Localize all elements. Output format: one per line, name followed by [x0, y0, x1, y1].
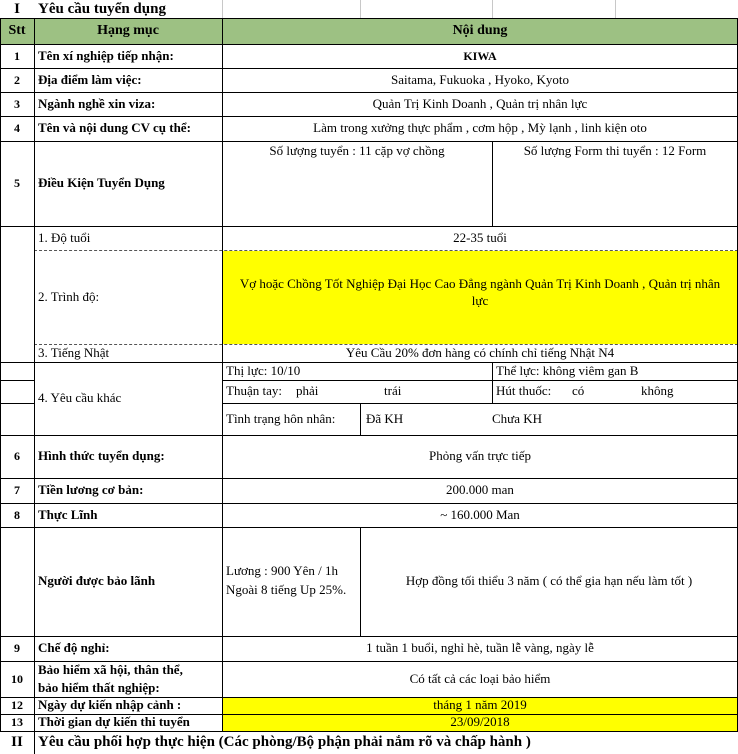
row-3-value: Quản Trị Kinh Doanh , Quản trị nhân lực — [372, 95, 588, 111]
row-7-value: 200.000 man — [446, 482, 514, 498]
row-10-value: Có tất cả các loại bảo hiểm — [409, 670, 551, 686]
row-9-value: 1 tuần 1 buổi, nghỉ hè, tuần lễ vàng, ngày lễ — [366, 640, 594, 656]
marital-married: Đã KH — [366, 410, 404, 426]
wage-line-2: Ngoài 8 tiếng Up 25%. — [226, 581, 347, 597]
row-9-label: Chế độ nghỉ: — [38, 640, 110, 656]
row-3-stt: 3 — [14, 96, 20, 111]
hand-left: trái — [384, 383, 402, 399]
row-3-label: Ngành nghề xin viza: — [38, 95, 156, 111]
marital-single: Chưa KH — [492, 410, 543, 426]
section-1-number: I — [14, 0, 20, 17]
row-7-label: Tiền lương cơ bản: — [38, 482, 144, 498]
hand-right: phải — [296, 383, 319, 399]
row-12-label: Ngày dự kiến nhập cảnh : — [38, 697, 182, 713]
guarantee-label: Người được bảo lãnh — [38, 573, 156, 589]
row-12-stt: 12 — [11, 698, 23, 712]
education-label: 2. Trình độ: — [38, 289, 100, 305]
fitness: Thể lực: không viêm gan B — [496, 362, 639, 378]
row-10-label-1: Bảo hiểm xã hội, thân thể, — [38, 661, 183, 677]
wage-line-1: Lương : 900 Yên / 1h — [226, 562, 339, 578]
row-6-label: Hình thức tuyển dụng: — [38, 448, 165, 464]
row-4-label: Tên và nội dung CV cụ thể: — [38, 120, 191, 136]
header-stt: Stt — [8, 23, 26, 39]
row-13-stt: 13 — [11, 715, 23, 729]
row-1-value: KIWA — [463, 48, 497, 63]
row-5-stt: 5 — [14, 176, 20, 190]
row-8-stt: 8 — [14, 507, 20, 522]
japanese-value: Yêu Cầu 20% đơn hàng có chính chỉ tiếng Nhật N4 — [345, 344, 615, 360]
section-2-title: Yêu cầu phối hợp thực hiện (Các phòng/Bộ phận phải nắm rõ và chấp hành ) — [38, 734, 531, 751]
smoke-yes: có — [572, 383, 585, 399]
row-12-value: tháng 1 năm 2019 — [433, 697, 527, 713]
education-value: Vợ hoặc Chồng Tốt Nghiệp Đại Học Cao Đẳng ngành Quản Trị Kinh Doanh , Quản trị nhân lực — [239, 276, 721, 308]
recruit-quota: Số lượng tuyển : 11 cặp vợ chồng — [269, 143, 445, 158]
row-2-stt: 2 — [14, 72, 20, 87]
row-4-stt: 4 — [14, 121, 20, 135]
form-quota: Số lượng Form thi tuyển : 12 Form — [523, 143, 707, 158]
row-7-stt: 7 — [14, 483, 20, 497]
age-value: 22-35 tuổi — [453, 229, 507, 245]
row-13-value: 23/09/2018 — [450, 714, 510, 730]
row-8-label: Thực Lĩnh — [38, 506, 98, 522]
row-10-stt: 10 — [11, 671, 23, 686]
row-10-label-2: bảo hiểm thất nghiệp: — [38, 679, 160, 695]
japanese-label: 3. Tiếng Nhật — [38, 344, 110, 360]
row-5-label: Điều Kiện Tuyển Dụng — [38, 175, 165, 191]
age-label: 1. Độ tuổi — [38, 229, 91, 245]
contract-terms: Hợp đồng tối thiểu 3 năm ( có thể gia hạn nếu làm tốt ) — [405, 573, 693, 589]
section-1-title: Yêu cầu tuyển dụng — [38, 0, 166, 17]
row-2-value: Saitama, Fukuoka , Hyoko, Kyoto — [390, 71, 569, 87]
row-1-stt: 1 — [14, 48, 20, 63]
row-1-label: Tên xí nghiệp tiếp nhận: — [38, 47, 174, 63]
row-6-value: Phỏng vấn trực tiếp — [428, 448, 531, 464]
smoke-no: không — [641, 383, 674, 399]
row-9-stt: 9 — [14, 641, 20, 655]
header-category: Hạng mục — [97, 23, 159, 39]
section-2-number: II — [11, 734, 23, 751]
smoke-label: Hút thuốc: — [496, 383, 552, 399]
marital-label: Tình trạng hôn nhân: — [226, 410, 336, 426]
row-4-value: Làm trong xưởng thực phẩm , cơm hộp , Mỳ lạnh , linh kiện oto — [313, 120, 647, 136]
eyesight: Thị lực: 10/10 — [226, 362, 301, 378]
other-label: 4. Yêu cầu khác — [38, 390, 122, 406]
hand-label: Thuận tay: — [226, 383, 282, 399]
row-2-label: Địa điểm làm việc: — [38, 71, 142, 87]
row-8-value: ~ 160.000 Man — [440, 506, 520, 522]
row-6-stt: 6 — [14, 449, 20, 463]
row-13-label: Thời gian dự kiến thi tuyển — [38, 714, 190, 730]
header-content: Nội dung — [452, 23, 508, 39]
